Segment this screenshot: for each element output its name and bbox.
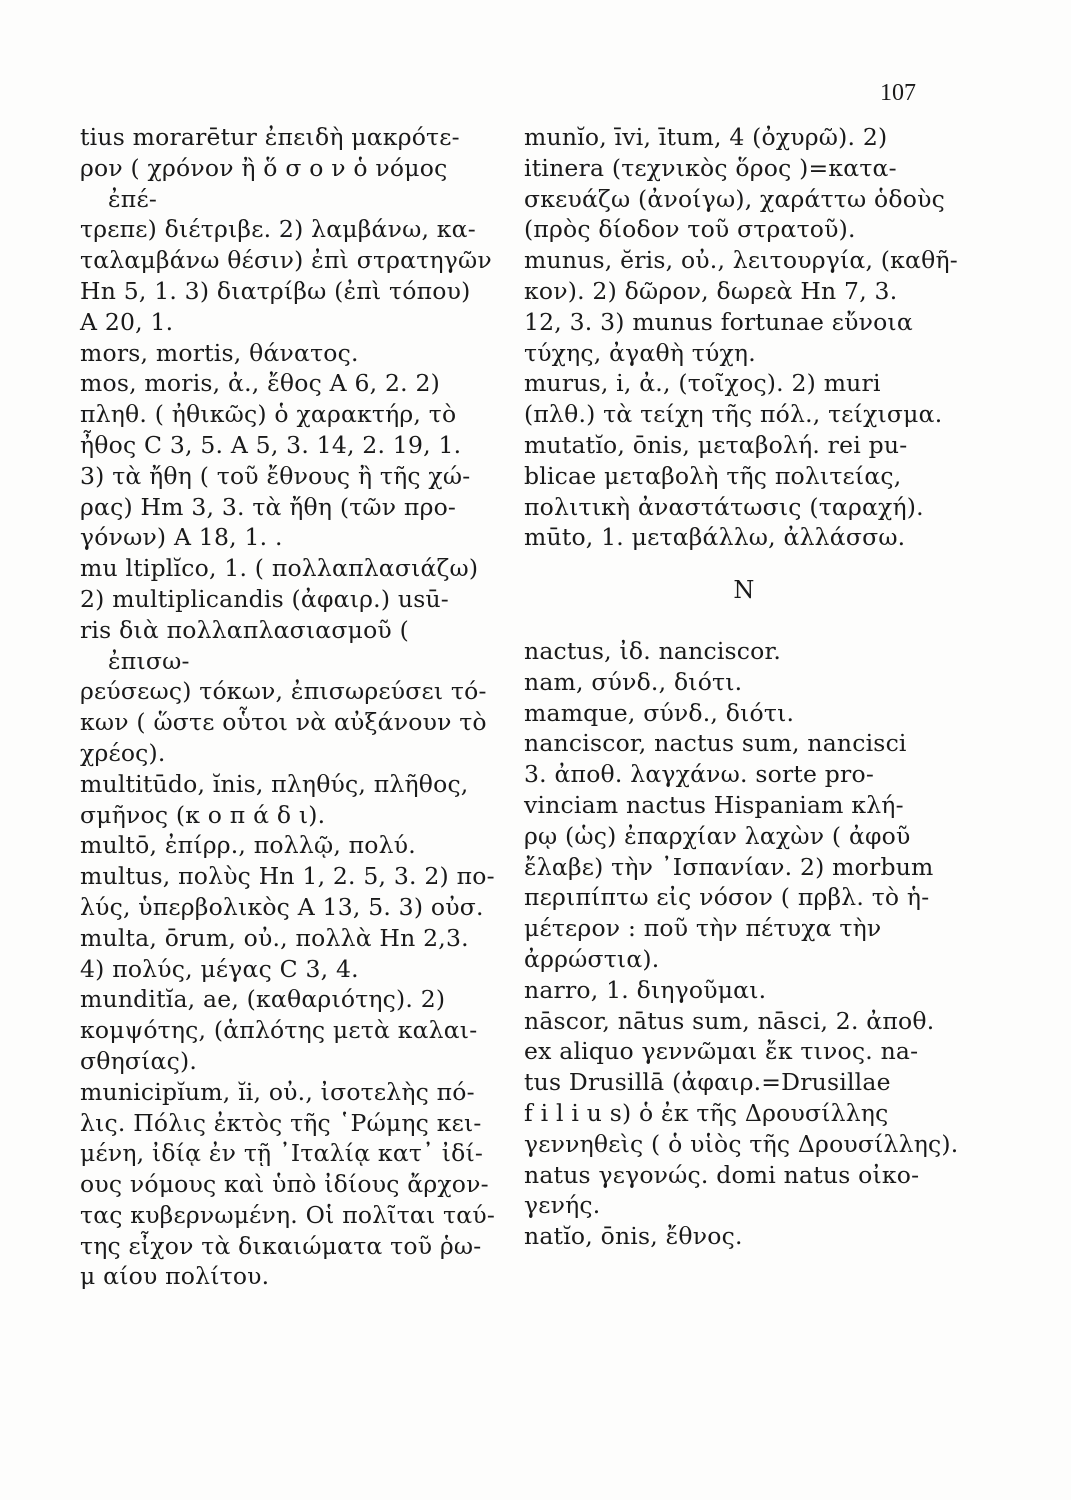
dictionary-entry xyxy=(80,830,498,861)
entry-line: multitūdo, ĭnis, πληθύς, πλῆθος, xyxy=(80,769,469,798)
entry-line: μέτερον : ποῦ τὴν πέτυχα τὴν xyxy=(524,914,882,943)
entry-line: κων ( ὥστε οὗτοι νὰ αὐξάνουν τὸ xyxy=(80,708,487,737)
entry-line: vinciam nactus Hispaniam κλή- xyxy=(524,790,904,819)
entry-line: λύς, ὑπερβολικὸς A 13, 5. 3) οὐσ. xyxy=(80,892,484,921)
dictionary-entry xyxy=(80,368,498,553)
entry-line: γεννηθεὶς ( ὁ υἱὸς τῆς Δρουσίλλης). xyxy=(524,1129,959,1158)
entry-line: nāscor, nātus sum, nāsci, 2. ἀποθ. xyxy=(524,1006,935,1035)
dictionary-entry xyxy=(80,553,498,769)
entry-line: σκευάζω (ἀνοίγω), χαράττω ὁδοὺς xyxy=(524,184,945,213)
entry-line: γενής. xyxy=(524,1191,601,1220)
entry-line: munditĭa, ae, (καθαριότης). 2) xyxy=(80,985,446,1014)
entry-line: ἔλαβε) τὴν ᾿Ισπανίαν. 2) morbum xyxy=(524,852,934,881)
entry-line: τας κυβερνωμένη. Οἱ πολῖται ταύ- xyxy=(80,1200,495,1229)
entry-line: multus, πολὺς Hn 1, 2. 5, 3. 2) πο- xyxy=(80,862,495,891)
entry-line: natĭo, ōnis, ἔθνος. xyxy=(524,1222,743,1251)
entry-line: (πρὸς δίοδον τοῦ στρατοῦ). xyxy=(524,215,856,244)
entry-line: χρέος). xyxy=(80,738,166,767)
entry-line: munĭo, īvi, ītum, 4 (ὀχυρῶ). 2) xyxy=(524,123,888,151)
entry-line: σμῆνος (κ ο π ά δ ι). xyxy=(80,800,326,829)
entry-line: 2) multiplicandis (ἀφαιρ.) usū- xyxy=(80,584,449,613)
entry-line: τύχης, ἀγαθὴ τύχη. xyxy=(524,338,756,367)
entry-line: mamque, σύνδ., διότι. xyxy=(524,698,795,727)
entry-line: A 20, 1. xyxy=(80,307,174,336)
entry-line: ους νόμους καὶ ὑπὸ ἰδίους ἄρχον- xyxy=(80,1170,489,1199)
dictionary-entry xyxy=(524,728,964,974)
dictionary-entry xyxy=(80,338,498,369)
dictionary-entry xyxy=(524,1006,964,1222)
section-letter: N xyxy=(733,576,755,605)
entry-line: τρεπε) διέτριβε. 2) λαμβάνω, κα- xyxy=(80,215,476,244)
entry-line: 3. ἀποθ. λαγχάνω. sorte pro- xyxy=(524,760,874,789)
entry-line: mors, mortis, θάνατος. xyxy=(80,338,359,367)
entry-line: munus, ĕris, οὐ., λειτουργία, (καθῆ- xyxy=(524,246,958,275)
dictionary-entry xyxy=(524,1221,964,1252)
entry-line: σθησίας). xyxy=(80,1046,197,1075)
entry-line: narro, 1. διηγοῦμαι. xyxy=(524,975,767,1004)
dictionary-entry xyxy=(524,522,964,553)
dictionary-entry xyxy=(524,975,964,1006)
dictionary-entry xyxy=(80,984,498,1076)
entry-line: 3) τὰ ἤθη ( τοῦ ἔθνους ἢ τῆς χώ- xyxy=(80,461,471,490)
left-column xyxy=(80,122,498,1292)
entry-line: γόνων) A 18, 1. . xyxy=(80,523,283,552)
dictionary-entry xyxy=(524,636,964,667)
entry-line: natus γεγονώς. domi natus οἰκο- xyxy=(524,1160,920,1189)
dictionary-entry xyxy=(80,1077,498,1293)
entry-line: f i l i u s) ὁ ἐκ τῆς Δρουσίλλης xyxy=(524,1098,889,1127)
entry-line: ρῳ (ὡς) ἐπαρχίαν λαχὼν ( ἀφοῦ xyxy=(524,821,911,850)
entry-line: mu ltiplĭco, 1. ( πολλαπλασιάζω) xyxy=(80,554,479,583)
dictionary-entry xyxy=(80,769,498,831)
dictionary-entry xyxy=(524,667,964,698)
entry-line: nanciscor, nactus sum, nancisci xyxy=(524,729,907,758)
entry-line: multō, ἐπίρρ., πολλῷ, πολύ. xyxy=(80,831,416,860)
entry-line: mutatĭo, ōnis, μεταβολή. rei pu- xyxy=(524,430,908,459)
dictionary-entry xyxy=(524,122,964,245)
entry-line: nam, σύνδ., διότι. xyxy=(524,667,743,696)
entry-line: tus Drusillā (ἀφαιρ.=Drusillae xyxy=(524,1068,891,1097)
entry-line: blicae μεταβολὴ τῆς πολιτείας, xyxy=(524,461,902,490)
dictionary-entry xyxy=(524,245,964,368)
entry-line: mos, moris, ἀ., ἔθος A 6, 2. 2) xyxy=(80,369,440,398)
entry-line: Hn 5, 1. 3) διατρίβω (ἐπὶ τόπου) xyxy=(80,276,471,305)
entry-line: μένη, ἰδίᾳ ἐν τῇ ᾿Ιταλίᾳ κατ᾿ ἰδί- xyxy=(80,1139,484,1168)
entry-line: πολιτικὴ ἀναστάτωσις (ταραχή). xyxy=(524,492,924,521)
entry-line: κον). 2) δῶρον, δωρεὰ Hn 7, 3. xyxy=(524,276,898,305)
entry-line: ἀρρώστια). xyxy=(524,944,660,973)
entry-line: nactus, ἰδ. nanciscor. xyxy=(524,636,782,665)
entry-line: ρεύσεως) τόκων, ἐπισωρεύσει τό- xyxy=(80,677,487,706)
entry-line: ἦθος C 3, 5. A 5, 3. 14, 2. 19, 1. xyxy=(80,430,462,459)
dictionary-entry xyxy=(80,861,498,984)
entry-line: tius morarētur ἐπειδὴ μακρότε- xyxy=(80,123,460,151)
entry-line: ris διὰ πολλαπλασιασμοῦ ( ἐπισω- xyxy=(80,615,409,675)
entry-line: mūto, 1. μεταβάλλω, ἀλλάσσω. xyxy=(524,523,906,552)
entry-line: 4) πολύς, μέγας C 3, 4. xyxy=(80,954,359,983)
entry-line: μ αίου πολίτου. xyxy=(80,1262,270,1291)
entry-line: murus, i, ἀ., (τοῖχος). 2) muri xyxy=(524,369,881,398)
right-column-entries-n xyxy=(524,636,964,1252)
entry-line: πληθ. ( ἠθικῶς) ὁ χαρακτήρ, τὸ xyxy=(80,400,457,429)
right-column-entries-m xyxy=(524,122,964,553)
dictionary-entry xyxy=(524,368,964,430)
dictionary-entry xyxy=(524,430,964,522)
entry-line: ταλαμβάνω θέσιν) ἐπὶ στρατηγῶν xyxy=(80,246,492,275)
entry-line: (πλθ.) τὰ τείχη τῆς πόλ., τείχισμα. xyxy=(524,400,943,429)
entry-line: municipĭum, ĭi, οὐ., ἰσοτελὴς πό- xyxy=(80,1077,475,1106)
entry-line: περιπίπτω εἰς νόσον ( πρβλ. τὸ ἡ- xyxy=(524,883,930,912)
entry-line: 12, 3. 3) munus fortunae εὔνοια xyxy=(524,307,913,336)
entry-line: κομψότης, (ἁπλότης μετὰ καλαι- xyxy=(80,1016,478,1045)
dictionary-entry xyxy=(524,698,964,729)
dictionary-entry xyxy=(80,122,498,338)
entry-line: ρας) Hm 3, 3. τὰ ἤθη (τῶν προ- xyxy=(80,492,457,521)
page-number: 107 xyxy=(880,80,916,106)
entry-line: itinera (τεχνικὸς ὅρος )=κατα- xyxy=(524,153,897,182)
entry-line: ex aliquo γεννῶμαι ἔκ τινος. na- xyxy=(524,1037,919,1066)
entry-line: ρον ( χρόνον ἢ ὅ σ ο ν ὁ νόμος ἐπέ- xyxy=(80,153,448,213)
entry-line: λις. Πόλις ἐκτὸς τῆς ῾Ρώμης κει- xyxy=(80,1108,482,1137)
entry-line: της εἶχον τὰ δικαιώματα τοῦ ῥω- xyxy=(80,1231,482,1260)
right-column xyxy=(524,122,964,1252)
entry-line: multa, ōrum, οὐ., πολλὰ Hn 2,3. xyxy=(80,923,469,952)
